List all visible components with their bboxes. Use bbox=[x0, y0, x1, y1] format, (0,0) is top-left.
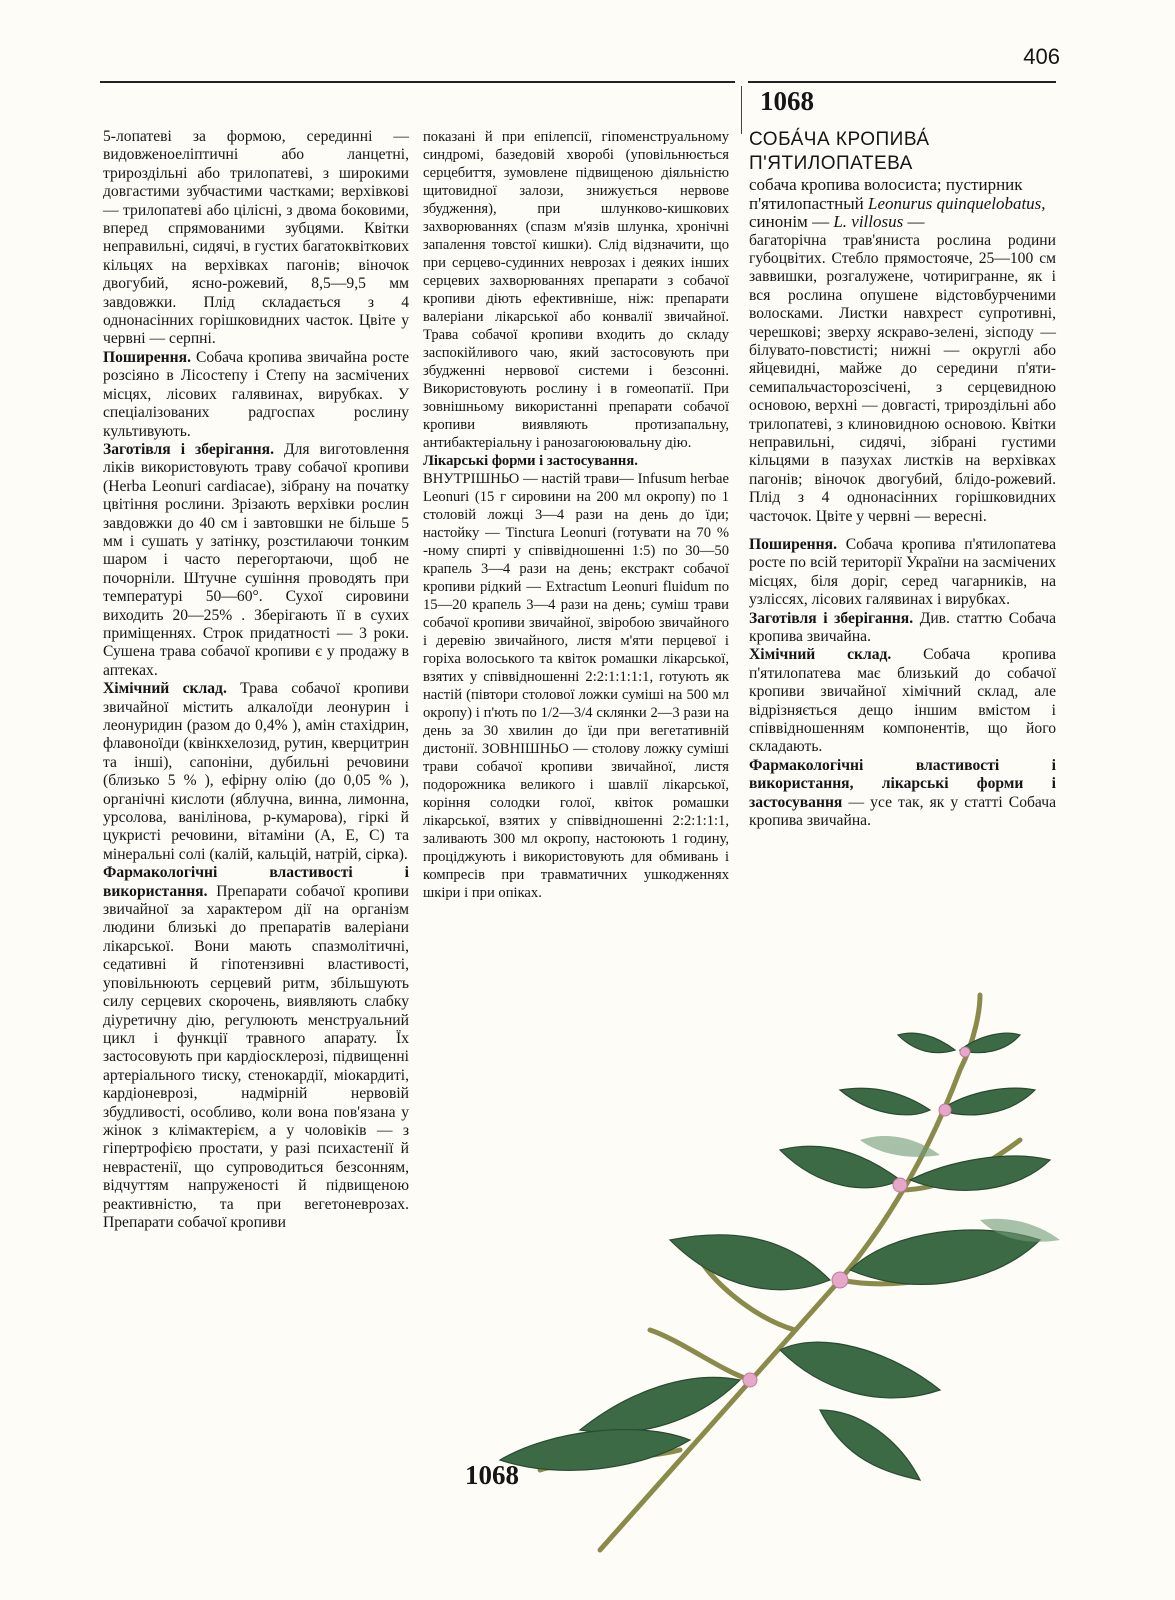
section-text: Препарати собачої кропиви звичайної за характером дії на організм людини близькі до препаратів валеріани лікарської. Вони мають спазмолітичні, седативні й гіпотензивні властивості, уповільнюють серцевий ритм, збільшують силу серцевих скорочень, виявляють слабку діуретичну дію, регулюють менструальний цикл і функції травного апарату. Їх застосовують при кардіосклерозі, підвищенні артеріального тиску, стенокардії, міокардиті, кардіоневрозі, надмірній нервовій збудливості, особливо, коли вона пов'язана у жінок з клімактерієм, а у чоловіків — з гіпертрофією простати, у разі психастенії й неврастенії, що супроводиться безсонням, відчуттям напруженості й підвищеною реактивністю, та при вегетоневрозах. Препарати собачої кропиви bbox=[103, 882, 409, 1231]
section-heading: Лікарські форми і застосування. bbox=[423, 453, 638, 469]
page-number: 406 bbox=[1023, 44, 1060, 69]
section-text: Див. статтю Собача кропива звичайна. bbox=[749, 609, 1056, 646]
description-continued: 5-лопатеві за формою, серединні — видовженоеліптичні або ланцетні, трироздільні або трилопатеві, з широкими довгастими зубчастими частками; верхівкові — трилопатеві або цілісні, з двома боковими, вперед спрямованими зубцями. Квітки неправильні, сидячі, в густих багатоквіткових кільцях на верхівках пагонів; віночок двогубий, ясно-рожевий, 8,5—9,5 мм завдовжки. Плід складається з 4 однонасінних горішковидних часток. Цвіте у червні — серпні. bbox=[103, 128, 409, 348]
section-text: ВНУТРІШНЬО — настій трави— Infusum herbae Leonuri (15 г сировини на 200 мл окропу) по 1 столовій ложці 3—4 рази на день до їди; настойку — Tinctura Leonuri (готувати на 70 % -ному спирті у співвідношенні 1:5) по 30—50 крапель 3—4 рази на день; екстракт собачої кропиви рідкий — Extractum Leonuri fluidum по 15—20 крапель 3—4 рази на день; суміш трави собачої кропиви звичайної, звіробою звичайного і деревію звичайного, листя м'яти перцевої і горіха волоського та квіток ромашки лікарської, взятих у співвідношенні 2:2:1:1:1:1, готують як настій (півтори столової ложки суміші на 500 мл окропу) і п'ють по 1/2—3/4 склянки 2—3 рази на день за 30 хвилин до їди при вегетативній дистонії. ЗОВНІШНЬО — столову ложку суміші трави собачої кропиви звичайної, листя подорожника великого і шавлії лікарської, коріння солодки голої, квіток ромашки лікарської, взятих у співвідношенні 2:2:1:1:1, заливають 300 мл окропу, настоюють 1 годину, проціджують і використовують для обмивань і компресів при травматичних ушкодженнях шкіри і при опіках. bbox=[423, 471, 729, 901]
section-text: — усе так, як у статті Собача кропива звичайна. bbox=[749, 793, 1056, 830]
header-rule-right bbox=[748, 81, 1056, 83]
synonyms-text: собача кропива волосиста; пустирник п'ятилопастный bbox=[749, 175, 1023, 213]
section-chemistry bbox=[749, 646, 1056, 756]
section-chemistry bbox=[103, 680, 409, 864]
column-divider bbox=[741, 86, 742, 134]
column-right bbox=[749, 128, 1056, 831]
article-title-line2: П'ЯТИЛОПАТЕВА bbox=[749, 153, 913, 174]
figure-caption-number: 1068 bbox=[465, 1460, 519, 1490]
section-spread bbox=[749, 536, 1056, 610]
section-heading: Фармакологічні властивості і використання, лікарські форми і застосування bbox=[749, 756, 1056, 811]
article-number: 1068 bbox=[760, 86, 814, 116]
synonyms-text: — bbox=[903, 212, 925, 231]
section-harvest bbox=[749, 610, 1056, 647]
section-pharmacology bbox=[103, 864, 409, 1232]
section-heading: Поширення. bbox=[749, 536, 837, 553]
synonyms-text: синонім — bbox=[749, 212, 834, 231]
article-synonyms bbox=[749, 176, 1056, 232]
section-text: Собача кропива звичайна росте розсіяно в Лісостепу і Степу на засмічених місцях, лісових галявинах, вирубках. У спеціалізованих радгоспах рослину культивують. bbox=[103, 348, 409, 440]
latin-name: Leonurus quinquelobatus, bbox=[867, 193, 1046, 213]
section-heading: Хімічний склад. bbox=[103, 680, 227, 698]
section-text: Для виготовлення ліків використовують траву собачої кропиви (Herba Leonuri cardiacae), зібрану на початку цвітіння рослини. Зрізають верхівки рослин завдовжки до 40 см і завтовшки не більше 5 мм і сушать у затінку, розстилаючи тонким шаром і часто перегортаючи, щоб не почорніли. Штучне сушіння проводять при температурі 50—60°. Сухої сировини виходить 20—25% . Зберігають її в сухих приміщеннях. Строк придатності — 3 роки. Сушена трава собачої кропиви є у продажу в аптеках. bbox=[103, 440, 409, 679]
section-text: Собача кропива п'ятилопатева має близький до собачої кропиви звичайної хімічний склад, але відрізняється дещо іншим вмістом і співвідношенням компонентів, що його складають. bbox=[749, 646, 1056, 756]
section-text: Собача кропива п'ятилопатева росте по всій території України на засмічених місцях, біля доріг, серед чагарників, на узліссях, лісових галявинах і вирубках. bbox=[749, 536, 1056, 609]
section-heading: Заготівля і зберігання. bbox=[749, 609, 914, 627]
latin-synonym: L. villosus bbox=[833, 212, 904, 231]
section-heading: Фармакологічні властивості і використання. bbox=[103, 864, 409, 900]
section-heading: Хімічний склад. bbox=[749, 646, 892, 664]
plant-description: багаторічна трав'яниста рослина родини губоцвітих. Стебло прямостояче, 25—100 см заввишки, розгалужене, чотиригранне, як і вся рослина опушене відстовбурченими волосками. Листки навхрест супротивні, черешкові; зверху яскраво-зелені, зісподу — білувато-повстисті; нижні — округлі або яйцевидні, майже до середини п'яти- семипальчасторозсічені, з серцевидною основою, верхні — довгасті, трироздільні або трилопатеві, з клиновидною основою. Квітки неправильні, сидячі, зібрані густими кільцями в пазухах листків на верхівках пагонів; віночок двогубий, блідо-рожевий. Плід з 4 однонасінних горішковидних часточок. Цвіте у червні — вересні. bbox=[749, 231, 1056, 525]
section-pharmacology bbox=[749, 757, 1056, 831]
column-middle bbox=[423, 128, 729, 902]
section-text: Трава собачої кропиви звичайної містить алкалоїди леонурин і леонуридин (разом до 0,4% ), амін стахідрин, флавоноїди (квінкхелозид, рутин, кверцитрин та інші), сапоніни, дубильні речовини (близько 5 % ), ефірну олію (до 0,05 % ), органічні кислоти (яблучна, винна, лимонна, урсолова, ванілінова, р-кумарова), гіркі й цукристі речовини, вітаміни (А, Е, С) та мінеральні солі (калій, кальцій, натрій, сірка). bbox=[103, 680, 409, 863]
column-left bbox=[103, 128, 409, 1232]
section-spread bbox=[103, 349, 409, 441]
article-title-line1: СОБА́ЧА КРОПИВА́ bbox=[749, 129, 930, 150]
spacer bbox=[749, 526, 1056, 536]
header-rule-left bbox=[100, 81, 735, 83]
section-heading: Поширення. bbox=[103, 348, 191, 366]
section-harvest bbox=[103, 441, 409, 680]
pharmacology-continued: показані й при епілепсії, гіпоменструальному синдромі, базедовій хворобі (уповільнюється серцебиття, зумовлене підвищеною діяльністю щитовидної залози, знижується нервове збудження), при шлунково-кишкових захворюваннях (спазм м'язів шлунка, хронічні запалення товстої кишки). Слід відзначити, що при серцево-судинних неврозах і деяких інших серцевих захворюваннях препарати з собачої кропиви діють ефективніше, ніж: препарати валеріани лікарської або конвалії звичайної. Трава собачої кропиви входить до складу заспокійливого чаю, який застосовують при збудженні нервової системи і безсонні. Використовують рослину і в гомеопатії. При зовнішньому використанні препарати собачої кропиви виявляють протизапальну, антибактеріальну і ранозагоюювальну дію. bbox=[423, 129, 729, 451]
section-heading: Заготівля і зберігання. bbox=[103, 440, 274, 458]
